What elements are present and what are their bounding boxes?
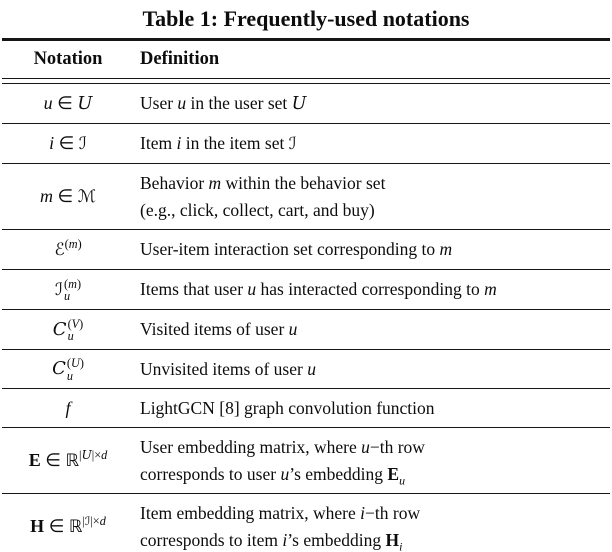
math-segment: u (67, 329, 74, 344)
table-row (2, 388, 610, 427)
math-segment: ℝ (68, 516, 83, 537)
notation-table (2, 38, 610, 552)
math-segment: ( (64, 236, 69, 251)
math-sup (82, 514, 105, 528)
math-segment: ) (76, 276, 82, 291)
math-segment: Unvisited items of user (140, 358, 308, 379)
notation-cell (2, 395, 134, 422)
math-supsub (68, 318, 84, 344)
table-row (2, 84, 610, 123)
math-segment: V (71, 316, 80, 331)
math-segment: | (79, 447, 82, 462)
math-segment: ℐ (78, 133, 87, 154)
math-segment: u (307, 358, 316, 379)
definition-line (140, 90, 610, 118)
math-segment: u (247, 279, 257, 299)
definition-line (140, 170, 610, 197)
math-segment: ∈ (54, 132, 79, 153)
table-row (2, 229, 610, 269)
notation-cell (2, 183, 134, 211)
math-segment: i (49, 132, 55, 153)
math-sub (68, 330, 84, 343)
math-segment: User-item interaction set corresponding to (140, 239, 440, 259)
math-segment: f (65, 397, 71, 418)
math-segment: User embedding matrix, where (140, 436, 362, 457)
math-segment: |× (90, 513, 100, 528)
math-segment: ∈ (40, 449, 66, 470)
math-segment: C (52, 318, 67, 340)
math-sub (399, 473, 405, 487)
math-segment: LightGCN [8] graph convolution function (140, 397, 435, 418)
definition-line (140, 236, 610, 263)
math-segment: in the item set (181, 133, 289, 153)
table-body (2, 84, 610, 552)
definition-line (140, 276, 610, 303)
math-segment: ’s embedding (289, 463, 388, 484)
notation-cell (2, 236, 134, 264)
definition-cell (134, 316, 610, 343)
math-segment: has interacted corresponding to (256, 279, 485, 299)
math-segment: corresponds to user (140, 463, 281, 484)
math-segment: ( (67, 316, 72, 331)
math-segment: corresponds to item (140, 529, 283, 550)
table-row (2, 123, 610, 163)
header-notation: Notation (33, 49, 103, 69)
math-sub (399, 539, 402, 552)
notation-cell (2, 447, 134, 475)
math-segment: m (208, 172, 222, 193)
definition-line (140, 527, 610, 552)
definition-cell (134, 90, 610, 118)
math-segment: | (82, 513, 85, 528)
math-segment: User (140, 92, 178, 113)
math-segment: ∈ (53, 185, 78, 206)
math-segment: i (176, 133, 182, 153)
math-segment: ) (77, 236, 82, 251)
math-segment: H (30, 515, 45, 536)
definition-cell (134, 395, 610, 422)
math-segment: ( (64, 276, 69, 291)
math-segment: u (66, 369, 74, 384)
math-sup (79, 448, 107, 462)
math-segment: ∈ (44, 515, 69, 536)
math-segment: Behavior (140, 172, 209, 193)
math-sub (67, 370, 84, 383)
math-segment: (e.g., click, collect, cart, and buy) (140, 199, 375, 220)
table-caption: Table 1: Frequently-used notations (142, 6, 470, 31)
math-segment: ) (79, 316, 84, 331)
math-segment: −th row (369, 436, 425, 457)
definition-line (140, 500, 610, 527)
math-segment: E (387, 463, 400, 484)
math-segment: ) (79, 356, 84, 371)
math-segment: i (360, 502, 366, 523)
math-segment: d (99, 513, 106, 528)
definition-line (140, 461, 610, 488)
table-row (2, 269, 610, 309)
math-segment: within the behavior set (221, 172, 386, 193)
math-segment: m (439, 239, 453, 259)
math-segment: u (361, 436, 370, 457)
math-segment: Item embedding matrix, where (140, 502, 361, 523)
table-row (2, 427, 610, 493)
math-segment: d (101, 447, 108, 462)
table-row (2, 349, 610, 389)
math-segment: i (282, 529, 288, 550)
math-segment: i (399, 539, 403, 552)
math-segment: U (291, 93, 307, 114)
math-segment: C (52, 358, 66, 380)
notation-cell (2, 90, 134, 117)
math-sup (65, 237, 82, 251)
math-segment: Visited items of user (140, 318, 289, 339)
math-segment: u (177, 92, 187, 113)
table-row (2, 309, 610, 349)
math-segment: in the user set (186, 92, 292, 113)
math-segment: ℝ (65, 450, 79, 471)
math-segment: m (40, 185, 54, 206)
notation-cell (2, 355, 134, 383)
table-header-row (2, 41, 610, 78)
math-supsub (64, 278, 81, 304)
header-definition: Definition (140, 49, 220, 69)
definition-line (140, 434, 610, 461)
math-segment: u (280, 463, 290, 484)
notation-cell (2, 513, 134, 541)
notation-cell (2, 316, 134, 344)
notation-cell (2, 276, 134, 304)
table-row (2, 493, 610, 552)
math-segment: E (28, 449, 41, 470)
math-segment: Items that user (140, 279, 248, 299)
math-supsub (67, 357, 84, 383)
definition-cell (134, 434, 610, 488)
math-segment: ’s embedding (287, 529, 386, 550)
notation-cell (2, 130, 134, 158)
definition-cell (134, 130, 610, 157)
math-segment: u (399, 473, 406, 488)
math-segment: u (64, 289, 71, 304)
math-segment: −th row (365, 502, 421, 523)
definition-cell (134, 356, 610, 383)
definition-cell (134, 170, 610, 224)
math-segment: ℐ (84, 513, 91, 528)
math-segment: m (68, 236, 78, 251)
math-segment: ℳ (77, 186, 96, 207)
definition-line (140, 130, 610, 157)
definition-line (140, 356, 610, 383)
definition-line (140, 395, 610, 422)
definition-line (140, 316, 610, 343)
math-sub (64, 290, 81, 303)
math-segment: U (70, 356, 80, 371)
table-row (2, 163, 610, 229)
math-segment: H (385, 529, 400, 550)
math-segment: U (77, 93, 93, 114)
math-segment: ℰ (54, 239, 65, 260)
math-segment: ∈ (52, 93, 78, 113)
definition-cell (134, 276, 610, 303)
math-segment: ℐ (288, 134, 297, 153)
definition-cell (134, 236, 610, 263)
math-segment: m (484, 279, 497, 299)
definition-cell (134, 500, 610, 552)
math-segment: ( (66, 356, 71, 371)
math-segment: ℐ (54, 279, 64, 300)
definition-line (140, 197, 610, 224)
math-segment: u (288, 318, 298, 339)
math-segment: U (81, 447, 92, 462)
math-segment: |× (91, 447, 102, 462)
math-segment: Item (140, 133, 177, 153)
math-segment: m (68, 276, 77, 291)
math-segment: u (43, 93, 53, 113)
